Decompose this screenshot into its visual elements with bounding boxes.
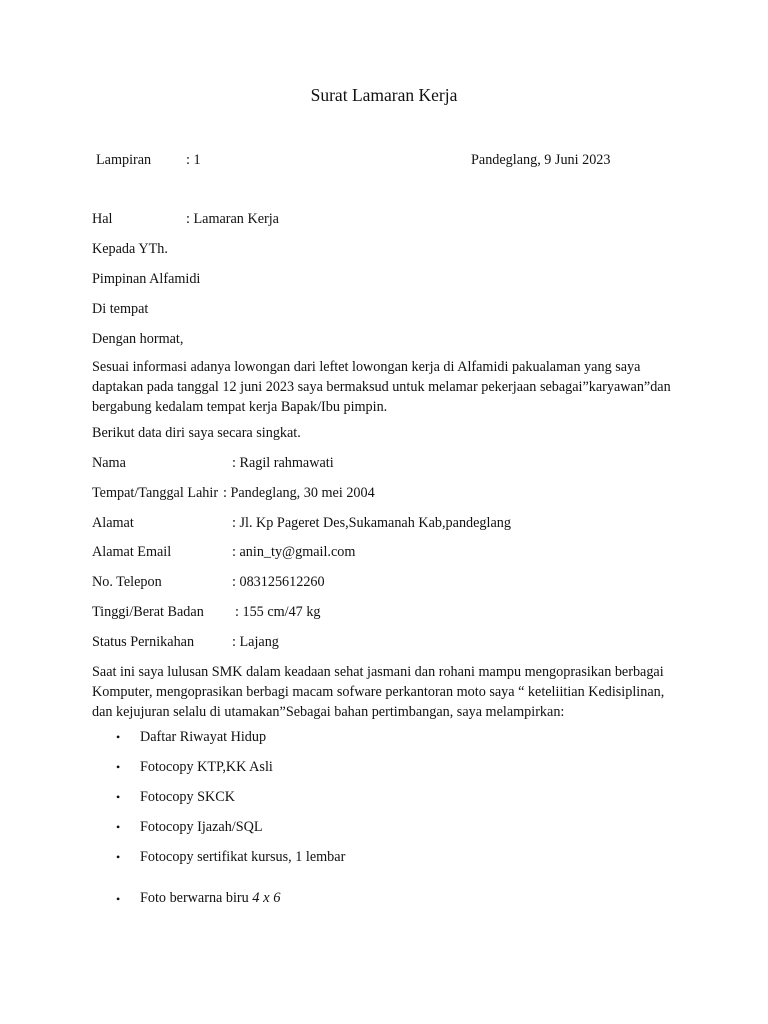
- personal-label-nama: Nama: [92, 455, 126, 471]
- attachment-item-photo: [140, 891, 280, 906]
- personal-value-email: : anin_ty@gmail.com: [232, 544, 356, 560]
- personal-value-status: : Lajang: [232, 634, 279, 650]
- hal-value: : Lamaran Kerja: [186, 211, 279, 227]
- bullet-icon: •: [116, 790, 121, 804]
- bullet-icon: •: [116, 760, 121, 774]
- personal-value-telepon: : 083125612260: [232, 574, 325, 590]
- attachment-item: Fotocopy Ijazah/SQL: [140, 819, 263, 835]
- closing-line: Saat ini saya lulusan SMK dalam keadaan sehat jasmani dan rohani mampu mengoprasikan berbagai: [92, 664, 664, 680]
- personal-value-nama: : Ragil rahmawati: [232, 455, 334, 471]
- bullet-icon: •: [116, 892, 121, 906]
- personal-value-ttl: : Pandeglang, 30 mei 2004: [223, 485, 375, 501]
- attachment-photo-text: Foto berwarna biru: [140, 890, 253, 906]
- closing-line: Komputer, mengoprasikan berbagi macam sofware perkantoran moto saya “ keteliitian Kedisiplinan,: [92, 684, 665, 700]
- personal-label-ttl: Tempat/Tanggal Lahir: [92, 485, 219, 501]
- personal-label-tinggi-berat: Tinggi/Berat Badan: [92, 604, 204, 620]
- recipient-line-1: Kepada YTh.: [92, 241, 168, 257]
- recipient-line-2: Pimpinan Alfamidi: [92, 271, 201, 287]
- intro-paragraph: [92, 357, 692, 417]
- attachment-item: Fotocopy SKCK: [140, 789, 235, 805]
- intro-line: Sesuai informasi adanya lowongan dari leftet lowongan kerja di Alfamidi pakualaman yang saya: [92, 359, 641, 375]
- closing-line: dan kejujuran selalu di utamakan”Sebagai bahan pertimbangan, saya melampirkan:: [92, 704, 565, 720]
- hal-label: Hal: [92, 211, 113, 227]
- attachment-photo-size: 4 x 6: [252, 890, 281, 906]
- bullet-icon: •: [116, 820, 121, 834]
- greeting: Dengan hormat,: [92, 331, 184, 347]
- lampiran-label: Lampiran: [96, 152, 152, 168]
- data-intro: Berikut data diri saya secara singkat.: [92, 425, 301, 441]
- letter-title: Surat Lamaran Kerja: [310, 85, 458, 105]
- attachment-item: Daftar Riwayat Hidup: [140, 729, 267, 745]
- bullet-icon: •: [116, 850, 121, 864]
- intro-line: bergabung kedalam tempat kerja Bapak/Ibu pimpin.: [92, 399, 388, 415]
- attachment-item: Fotocopy KTP,KK Asli: [140, 759, 273, 775]
- lampiran-value: : 1: [186, 152, 201, 168]
- personal-label-alamat: Alamat: [92, 515, 134, 531]
- place-date: Pandeglang, 9 Juni 2023: [471, 152, 611, 168]
- personal-label-status: Status Pernikahan: [92, 634, 195, 650]
- attachment-item: Fotocopy sertifikat kursus, 1 lembar: [140, 849, 346, 865]
- recipient-line-3: Di tempat: [92, 301, 149, 317]
- personal-label-telepon: No. Telepon: [92, 574, 162, 590]
- closing-paragraph: [92, 662, 692, 722]
- personal-value-alamat: : Jl. Kp Pageret Des,Sukamanah Kab,pandeglang: [232, 515, 511, 531]
- personal-value-tinggi-berat: : 155 cm/47 kg: [235, 604, 321, 620]
- bullet-icon: •: [116, 730, 121, 744]
- personal-label-email: Alamat Email: [92, 544, 172, 560]
- intro-line: daptakan pada tanggal 12 juni 2023 saya bermaksud untuk melamar pekerjaan sebagai”karyawan”dan: [92, 379, 671, 395]
